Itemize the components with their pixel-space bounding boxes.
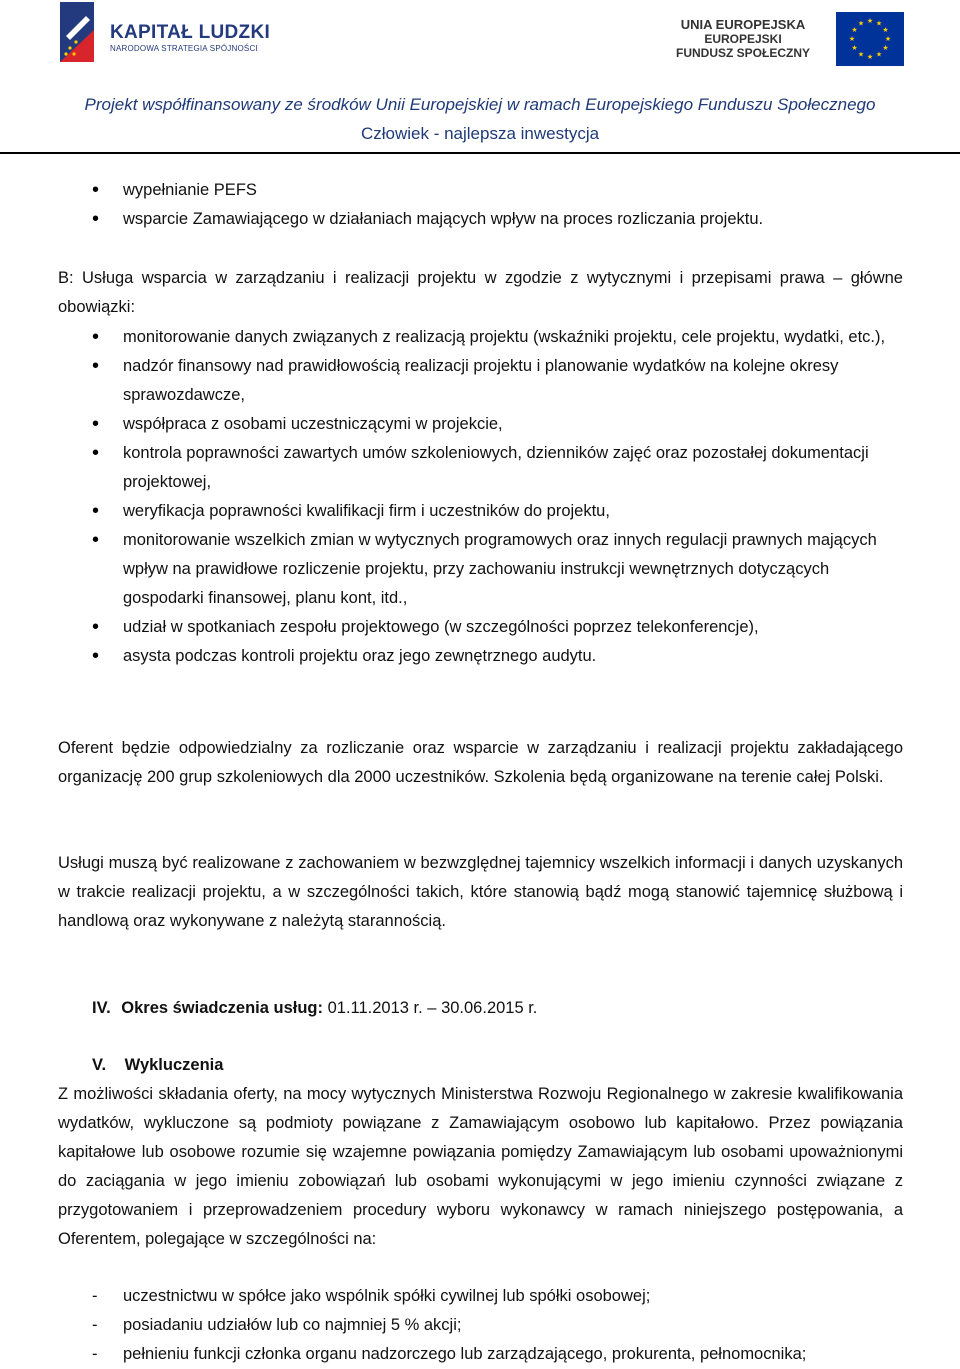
eu-line-3: FUNDUSZ SPOŁECZNY	[675, 46, 810, 60]
list-item: • monitorowanie danych związanych z realizacją projektu (wskaźniki projektu, cele projektu, wydatki, etc.),	[92, 323, 912, 352]
list-item: • nadzór finansowy nad prawidłowością realizacji projektu i planowanie wydatków na kolejne okresy sprawozdawcze,	[92, 352, 912, 410]
eu-flag-icon	[836, 12, 904, 66]
section-v-title: Wykluczenia	[124, 1056, 224, 1074]
svg-text:★: ★	[851, 44, 858, 52]
svg-text:★: ★	[857, 50, 865, 59]
list-item: • kontrola poprawności zawartych umów szkoleniowych, dzienników zajęć oraz pozostałej dokumentacji projektowej,	[92, 439, 912, 497]
svg-text:★: ★	[866, 53, 874, 61]
project-slogan: Człowiek - najlepsza inwestycja	[360, 124, 600, 143]
section-b-intro: B: Usługa wsparcia w zarządzaniu i realizacji projektu w zgodzie z wytycznymi i przepisami prawa – główne obowiązki:	[58, 269, 903, 316]
list-item: - uczestnictwu w spółce jako wspólnik spółki cywilnej lub spółki osobowej;	[92, 1282, 912, 1311]
section-iv-line	[92, 994, 912, 1023]
svg-text:★: ★	[882, 44, 889, 52]
kapital-ludzki-logo	[60, 2, 300, 64]
section-iv-value: 01.11.2013 r. – 30.06.2015 r.	[327, 999, 538, 1017]
section-v-number: V.	[92, 1056, 107, 1074]
kapital-ludzki-subtitle: NARODOWA STRATEGIA SPÓJNOŚCI	[110, 44, 258, 53]
list-item: • asysta podczas kontroli projektu oraz jego zewnętrznego audytu.	[92, 642, 912, 671]
project-cofinancing-line: Projekt współfinansowany ze środków Unii Europejskiej w ramach Europejskiego Funduszu Społecznego	[84, 95, 876, 114]
list-item: • wypełnianie PEFS	[92, 176, 912, 205]
list-item: • udział w spotkaniach zespołu projektowego (w szczególności poprzez telekonferencje),	[92, 613, 912, 642]
svg-text:★: ★	[848, 35, 856, 43]
svg-text:★: ★	[875, 19, 883, 28]
list-item: • monitorowanie wszelkich zmian w wytycznych programowych oraz innych regulacji prawnych mających wpływ na prawidłowe rozliczenie projektu, przy zachowaniu instrukcji wewnętrznych dotyczących gospodarki finansowej, planu kont, itd.,	[92, 526, 912, 613]
svg-text:★: ★	[851, 26, 858, 34]
header-divider	[0, 152, 960, 154]
section-v-body: Z możliwości składania oferty, na mocy wytycznych Ministerstwa Rozwoju Regionalnego w zakresie kwalifikowania wydatków, wykluczone są podmioty powiązane z Zamawiającym osobowo lub kapitałowo. Przez powiązania kapitałowe lub osobowe rozumie się wzajemne powiązania pomiędzy Zamawiającym lub osobami upoważnionymi do zaciągania w jego imieniu zobowiązań lub osobami wykonującymi w jego imieniu czynności związane z przygotowaniem i przeprowadzeniem procedury wyboru wykonawcy w ramach niniejszego postępowania, a Oferentem, polegające w szczególności na:	[58, 1085, 903, 1248]
svg-text:★: ★	[882, 26, 889, 34]
svg-text:★: ★	[875, 50, 883, 59]
top-bullet-list	[92, 176, 912, 234]
kapital-ludzki-title: KAPITAŁ LUDZKI	[110, 22, 271, 43]
svg-text:★: ★	[857, 19, 865, 28]
section-v-heading	[92, 1051, 912, 1080]
paragraph-oferent: Oferent będzie odpowiedzialny za rozliczanie oraz wsparcie w zarządzaniu i realizacji projektu zakładającego organizację 200 grup szkoleniowych dla 2000 uczestników. Szkolenia będą organizowane na terenie całej Polski.	[58, 739, 903, 786]
section-b-bullet-list	[92, 323, 912, 671]
list-item: • wsparcie Zamawiającego w działaniach mających wpływ na proces rozliczania projektu.	[92, 205, 912, 234]
list-item: - posiadaniu udziałów lub co najmniej 5 % akcji;	[92, 1311, 912, 1340]
section-iv-label: Okres świadczenia usług:	[121, 999, 324, 1017]
section-iv-number: IV.	[92, 999, 111, 1017]
paragraph-uslugi: Usługi muszą być realizowane z zachowaniem w bezwzględnej tajemnicy wszelkich informacji i danych uzyskanych w trakcie realizacji projektu, a w szczególności takich, które stanowią bądź mogą stanowić tajemnicę służbową i handlową oraz wykonywane z należytą starannością.	[58, 854, 903, 930]
svg-text:★: ★	[884, 35, 892, 43]
eu-line-2: EUROPEJSKI	[704, 32, 782, 46]
eu-line-1: UNIA EUROPEJSKA	[680, 17, 806, 32]
eu-efs-logo	[675, 12, 906, 68]
kapital-ludzki-emblem-icon	[60, 2, 100, 62]
list-item: • weryfikacja poprawności kwalifikacji firm i uczestników do projektu,	[92, 497, 912, 526]
section-v-dash-list	[92, 1282, 912, 1369]
svg-text:★: ★	[866, 17, 874, 25]
eu-text-block	[676, 18, 810, 60]
list-item: • współpraca z osobami uczestniczącymi w projekcie,	[92, 410, 912, 439]
list-item: - pełnieniu funkcji członka organu nadzorczego lub zarządzającego, prokurenta, pełnomocnika;	[92, 1340, 912, 1369]
